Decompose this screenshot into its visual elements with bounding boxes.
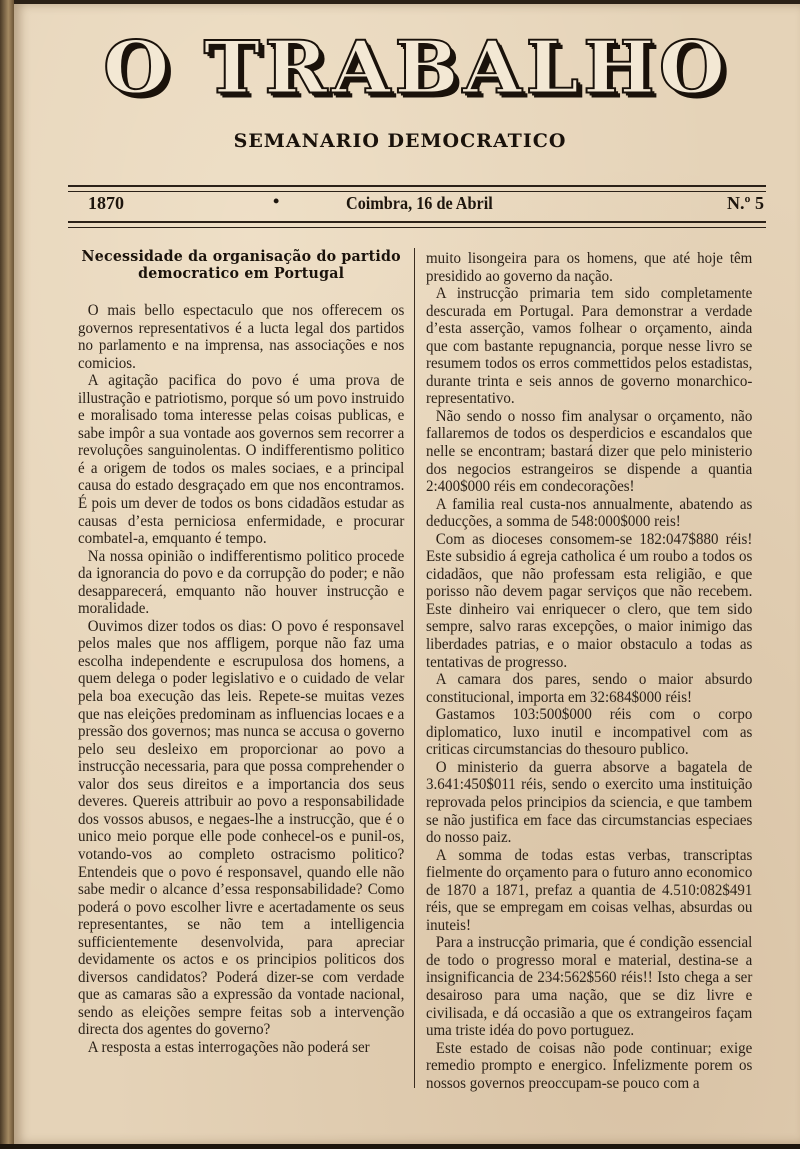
paragraph: muito lisongeira para os homens, que até hoje têm presidido ao governo da nação.: [426, 250, 753, 285]
paragraph: A camara dos pares, sendo o maior absurdo constitucional, importa em 32:684$000 réis!: [426, 671, 753, 706]
paragraph: Ouvimos dizer todos os dias: O povo é responsavel pelos males que nos affligem, porque não faz uma escolha independente e escrupulosa dos homens, a quem delega o poder legislativo e o cuidado de velar pela boa execução das leis. Repete-se muitas vezes que nas eleições predominam as influencias locaes e a pressão dos governos; mas nunca se accusa o governo pelo seu desleixo em proporcionar ao povo a instrucção necessaria, para que possa comprehender o valor dos seus direitos e a importancia dos seus deveres. Quereis attribuir ao povo a responsabilidade dos vossos abusos, e negaes-lhe a instrucção, que é o unico meio porque elle pode conhecel-os e punil-os, votando-vos ao completo ostracismo politico? Entendeis que o povo é responsavel, quando elle não sabe medir o alcance d’essa responsabilidade? Como poderá o povo escolher livre e acertadamente os seus representantes, se não tem a intelligencia sufficientemente desenvolvida, para apreciar devidamente os actos e os principios politicos dos diversos candidatos? Poderá dizer-se com verdade que as camaras são a expressão da vontade nacional, sendo as eleições sempre feitas sob a intervenção directa dos agentes do governo?: [78, 617, 405, 1039]
paragraph: Com as dioceses consomem-se 182:047$880 réis! Este subsidio á egreja catholica é um roubo a todos os cidadãos, que não professam esta religião, e que porisso não devem pagar serviços que não recebem. Este dinheiro vai enriquecer o clero, que tem sido sempre, salvo raras excepções, o maior inimigo das liberdades patrias, e o maior obstaculo a todas as tentativas de progresso.: [426, 530, 753, 671]
article-right-column: [426, 250, 752, 1092]
page-bottom-edge: [0, 1144, 800, 1149]
paragraph: O ministerio da guerra absorve a bagatela de 3.641:450$011 réis, sendo o exercito uma instituição reprovada pelos principios da sciencia, e que tambem se não justifica em face das circumstancias especiaes do nosso paiz.: [426, 758, 753, 847]
paragraph: A instrucção primaria tem sido completamente descurada em Portugal. Para demonstrar a verdade d’esta asserção, vamos folhear o orçamento, ainda que com bastante repugnancia, porque nesse livro se resumem todos os erros commettidos pelos estadistas, durante trinta e seis annos de governo monarchico-representativo.: [426, 285, 753, 408]
paragraph: Gastamos 103:500$000 réis com o corpo diplomatico, luxo inutil e incompativel com as criticas circumstancias do thesouro publico.: [426, 706, 753, 759]
paragraph: A resposta a estas interrogações não poderá ser: [87, 1038, 370, 1056]
column-divider: [414, 248, 415, 1088]
article-headline: Necessidade da organisação do partido democratico em Portugal: [81, 248, 401, 282]
dateline-separator: •: [273, 191, 280, 211]
masthead: [96, 25, 736, 110]
article-left-column: [78, 244, 404, 1057]
paragraph: O mais bello espectaculo que nos offerecem os governos representativos é a lucta legal dos partidos no parlamento e na imprensa, nas associações e nos comicios.: [78, 302, 405, 372]
issue-year: 1870: [88, 193, 124, 213]
paragraph: A familia real custa-nos annualmente, abatendo as deducções, a somma de 548:000$000 reis!: [426, 495, 753, 531]
paragraph: Não sendo o nosso fim analysar o orçamento, não fallaremos de todos os desperdicios e escandalos que nelle se encontram; bastará dizer que pelo ministerio dos negocios estrangeiros se dispende a quantia 2:400$000 réis em condecorações!: [426, 407, 753, 496]
newspaper-subtitle: SEMANARIO DEMOCRATICO: [233, 130, 567, 152]
paragraph: Na nossa opinião o indifferentismo politico procede da ignorancia do povo e da corrupção do poder; e não desapparecerá, emquanto não houver instrucção e moralidade.: [78, 547, 405, 618]
paragraph: A somma de todas estas verbas, transcriptas fielmente do orçamento para o futuro anno economico de 1870 a 1871, prefaz a quantia de 4.510:082$491 réis, que se empregam em coisas velhas, absurdas ou inuteis!: [426, 846, 753, 934]
issue-place-date: Coimbra, 16 de Abril: [346, 193, 493, 213]
bottom-double-rule: [68, 221, 766, 228]
paragraph: Este estado de coisas não pode continuar; exige remedio prompto e energico. Infelizmente porem os nossos governos preoccupam-se pouco com a: [426, 1039, 753, 1092]
newspaper-title: O TRABALHO: [103, 25, 729, 110]
page-binding-edge: [0, 0, 14, 1149]
top-double-rule: [68, 185, 766, 192]
dateline: [68, 193, 766, 217]
paragraph: A agitação pacifica do povo é uma prova de illustração e patriotismo, porque só um povo instruido e moralisado toma interesse pelas coisas publicas, e sabe impôr a sua vontade aos governos sem recorrer a revoluções sanguinolentas. O indifferentismo politico é a origem de todos os males sociaes, e a principal causa do estado desgraçado em que nos encontramos. É pois um dever de todos os bons cidadãos estudar as causas d’esta perniciosa enfermidade, e procurar combatel-a, emquanto é tempo.: [78, 372, 405, 548]
paragraph: Para a instrucção primaria, que é condição essencial de todo o progresso moral e material, destina-se a insignificancia de 234:562$560 réis!! Isto chega a ser desairoso para uma nação, que se diz livre e civilisada, e dá occasião a que os extrangeiros façam uma triste idéa do povo portuguez.: [426, 934, 753, 1040]
issue-number: N.º 5: [727, 193, 764, 213]
